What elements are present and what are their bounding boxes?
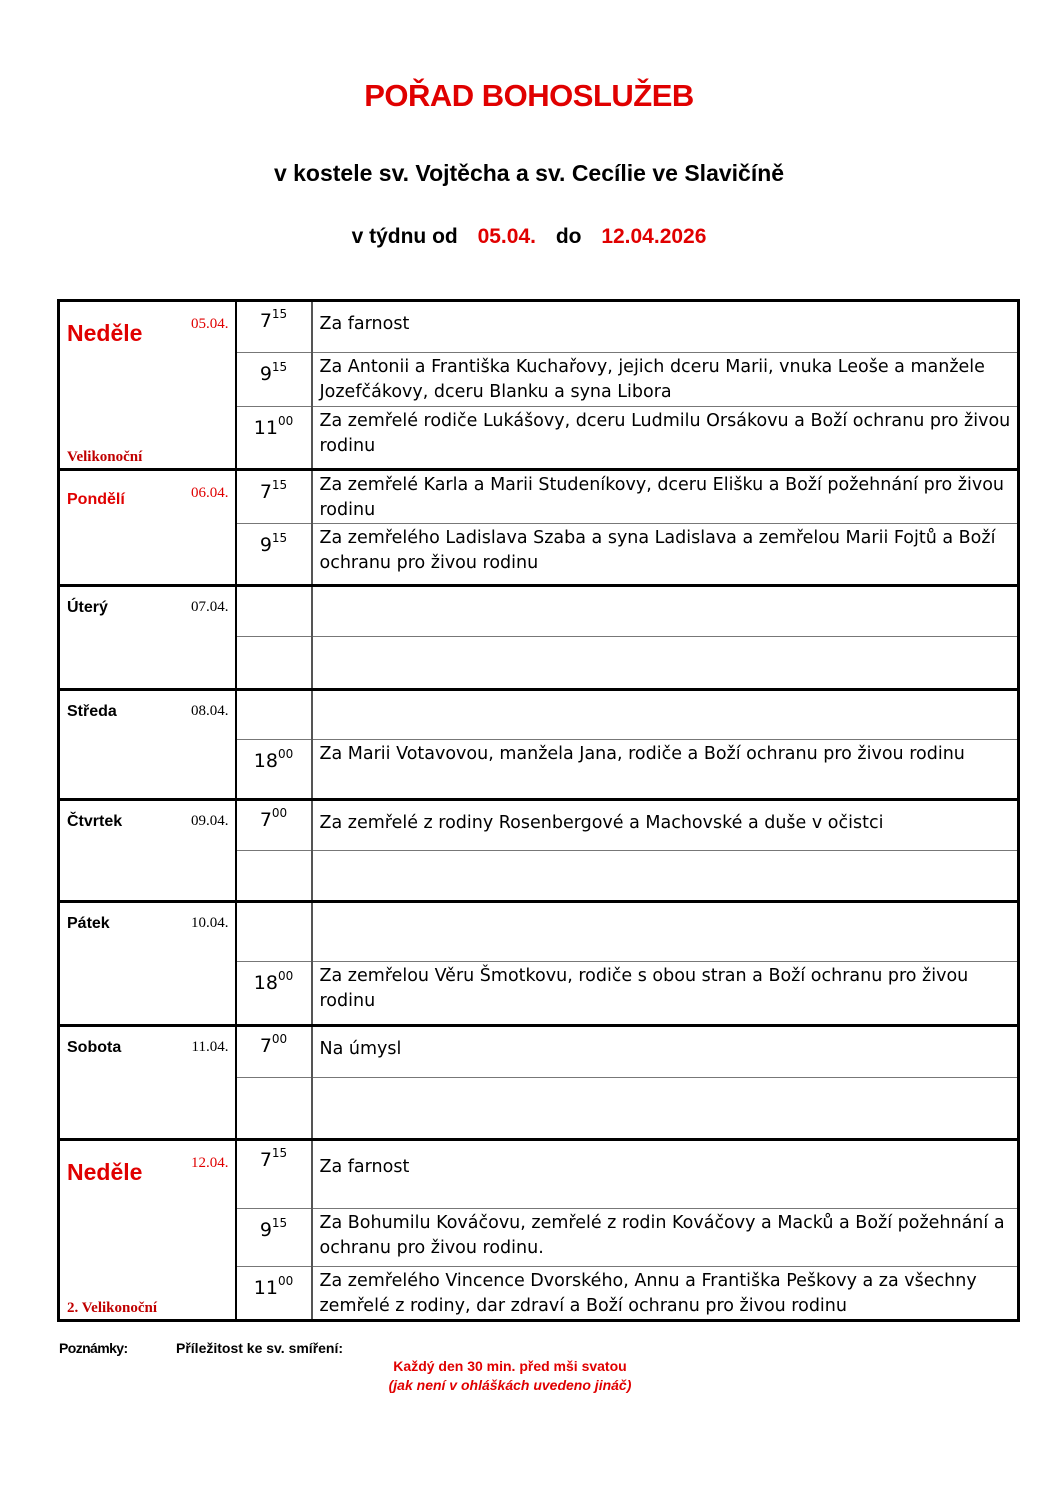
mass-time — [236, 1026, 312, 1078]
mass-hour: 18 — [253, 972, 278, 994]
day-date: 07.04. — [191, 599, 229, 615]
day-cell — [59, 586, 236, 690]
mass-intention — [312, 1140, 1019, 1209]
day-cell — [59, 800, 236, 902]
intention-text: Za Antonii a Františka Kuchařovy, jejich dceru Marii, vnuka Leoše a manžele Jozefčákovy, dceru Blanku a syna Libora — [319, 357, 985, 402]
church-subtitle: v kostele sv. Vojtěcha a sv. Cecílie ve Slavičíně — [273, 160, 785, 186]
mass-intention — [312, 637, 1019, 690]
feast-label: 2. Velikonoční — [67, 1300, 158, 1316]
mass-minute: 00 — [271, 806, 288, 820]
mass-hour: 9 — [259, 1219, 272, 1241]
day-name: Sobota — [67, 1039, 122, 1056]
mass-hour: 7 — [259, 1149, 272, 1171]
day-name: Úterý — [67, 599, 108, 616]
intention-text: Za zemřelé rodiče Lukášovy, dceru Ludmilu Orsákovu a Boží ochranu pro živou rodinu — [319, 411, 1011, 456]
feast-label: Velikonoční — [67, 449, 143, 465]
mass-time — [236, 1078, 312, 1140]
day-cell — [59, 902, 236, 1026]
mass-intention — [312, 407, 1019, 470]
mass-intention — [312, 690, 1019, 740]
schedule-row — [59, 902, 1019, 962]
mass-minute: 00 — [277, 1274, 294, 1288]
intention-text: Za farnost — [319, 1157, 410, 1177]
intention-text: Za zemřelého Ladislava Szaba a syna Ladislava a zemřelou Marii Fojtů a Boží ochranu pro živou rodinu — [319, 528, 996, 573]
intention-text: Na úmysl — [319, 1039, 402, 1059]
mass-minute: 00 — [271, 1032, 288, 1046]
week-to-date: 12.04.2026 — [601, 225, 707, 248]
mass-minute: 15 — [271, 1216, 288, 1230]
mass-time — [236, 1209, 312, 1267]
week-range — [0, 225, 1058, 249]
mass-hour: 7 — [259, 481, 272, 503]
day-cell — [59, 1026, 236, 1140]
mass-hour: 9 — [259, 363, 272, 385]
intention-text: Za zemřelé Karla a Marii Studeníkovy, dceru Elišku a Boží požehnání pro živou rodinu — [319, 475, 1004, 520]
mass-intention — [312, 962, 1019, 1026]
schedule-row — [59, 690, 1019, 740]
mass-intention — [312, 353, 1019, 407]
mass-intention — [312, 902, 1019, 962]
day-date: 05.04. — [191, 316, 229, 332]
schedule-row — [59, 1026, 1019, 1078]
day-date: 09.04. — [191, 813, 229, 829]
mass-time — [236, 524, 312, 586]
week-from-date: 05.04. — [477, 225, 536, 248]
schedule-row — [59, 1140, 1019, 1209]
day-date: 11.04. — [191, 1039, 229, 1055]
mass-minute: 00 — [277, 969, 294, 983]
schedule-row — [59, 800, 1019, 851]
mass-intention — [312, 1209, 1019, 1267]
mass-minute: 15 — [271, 1146, 288, 1160]
day-name: Pondělí — [67, 491, 125, 508]
intention-text: Za farnost — [319, 314, 410, 334]
day-name: Neděle — [67, 320, 143, 346]
mass-minute: 15 — [271, 307, 288, 321]
mass-time — [236, 851, 312, 902]
mass-time — [236, 800, 312, 851]
intention-text: Za zemřelého Vincence Dvorského, Annu a Františka Peškovy a za všechny zemřelé z rodiny, dar zdraví a Boží ochranu pro živou rodinu — [319, 1271, 977, 1316]
intention-text: Za zemřelou Věru Šmotkovu, rodiče s obou stran a Boží ochranu pro živou rodinu — [319, 966, 969, 1011]
mass-hour: 7 — [259, 310, 272, 332]
mass-minute: 15 — [271, 531, 288, 545]
intention-text: Za Bohumilu Kováčovu, zemřelé z rodin Kováčovy a Macků a Boží požehnání a ochranu pro živou rodinu. — [319, 1213, 1005, 1258]
day-name: Středa — [67, 703, 117, 720]
mass-intention — [312, 1078, 1019, 1140]
confession-note-exception: (jak není v ohláškách uvedeno jináč) — [388, 1377, 632, 1393]
day-name: Pátek — [67, 915, 110, 932]
mass-intention — [312, 1026, 1019, 1078]
confession-note: Každý den 30 min. před mši svatou — [393, 1358, 627, 1374]
mass-intention — [312, 800, 1019, 851]
mass-time — [236, 902, 312, 962]
intention-text: Za zemřelé z rodiny Rosenbergové a Machovské a duše v očistci — [319, 813, 884, 833]
day-cell — [59, 1140, 236, 1321]
mass-hour: 11 — [253, 417, 278, 439]
mass-time — [236, 690, 312, 740]
mass-time — [236, 1140, 312, 1209]
mass-hour: 18 — [253, 750, 278, 772]
day-name: Čtvrtek — [67, 813, 123, 830]
mass-intention — [312, 1267, 1019, 1321]
mass-intention — [312, 851, 1019, 902]
mass-time — [236, 637, 312, 690]
mass-hour: 7 — [259, 809, 272, 831]
mass-time — [236, 1267, 312, 1321]
mass-intention — [312, 524, 1019, 586]
mass-time — [236, 962, 312, 1026]
mass-time — [236, 740, 312, 800]
notes-label: Poznámky: — [59, 1340, 128, 1356]
intention-text: Za Marii Votavovou, manžela Jana, rodiče a Boží ochranu pro živou rodinu — [319, 744, 965, 764]
mass-minute: 00 — [277, 747, 294, 761]
day-cell — [59, 301, 236, 470]
mass-minute: 15 — [271, 360, 288, 374]
mass-minute: 15 — [271, 478, 288, 492]
schedule-table — [57, 299, 1020, 1322]
notes-topic: Příležitost ke sv. smíření: — [176, 1340, 344, 1356]
day-cell — [59, 470, 236, 586]
mass-time — [236, 407, 312, 470]
mass-time — [236, 586, 312, 637]
week-prefix: v týdnu od — [351, 225, 458, 248]
week-to-label: do — [555, 225, 582, 248]
schedule-row — [59, 470, 1019, 524]
mass-intention — [312, 470, 1019, 524]
mass-intention — [312, 586, 1019, 637]
mass-time — [236, 353, 312, 407]
day-date: 10.04. — [191, 915, 229, 931]
mass-hour: 9 — [259, 534, 272, 556]
mass-time — [236, 470, 312, 524]
mass-hour: 7 — [259, 1035, 272, 1057]
page-title: POŘAD BOHOSLUŽEB — [364, 78, 694, 113]
mass-time — [236, 301, 312, 353]
day-date: 12.04. — [191, 1155, 229, 1171]
day-date: 08.04. — [191, 703, 229, 719]
day-cell — [59, 690, 236, 800]
day-name: Neděle — [67, 1159, 143, 1185]
mass-intention — [312, 301, 1019, 353]
mass-minute: 00 — [277, 414, 294, 428]
mass-intention — [312, 740, 1019, 800]
mass-hour: 11 — [253, 1277, 278, 1299]
schedule-row — [59, 586, 1019, 637]
day-date: 06.04. — [191, 485, 229, 501]
schedule-row — [59, 301, 1019, 353]
